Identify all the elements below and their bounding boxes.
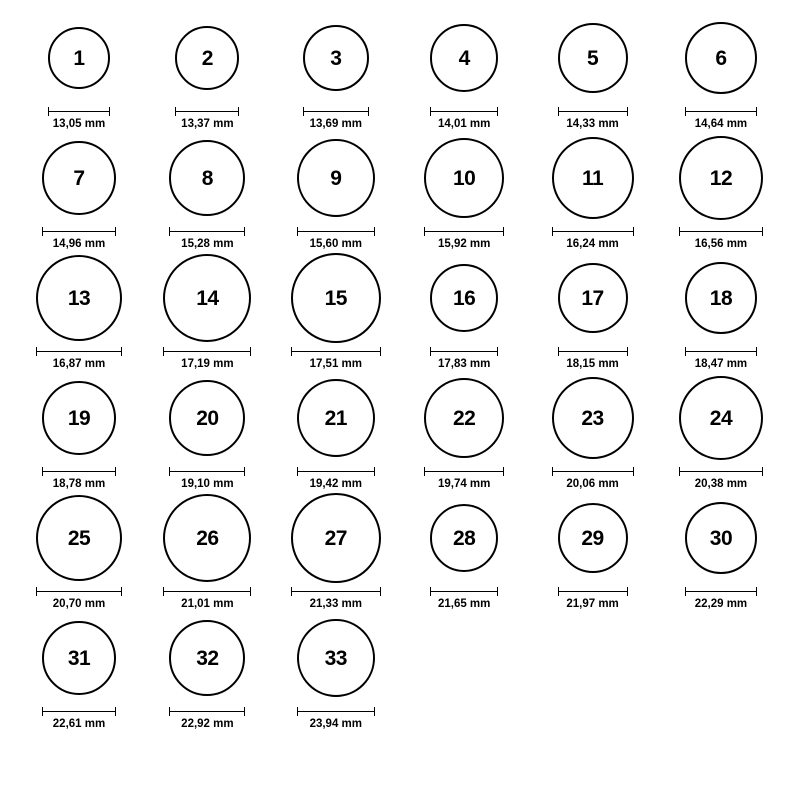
ring-measure	[558, 107, 628, 130]
ring-diameter-label: 21,97 mm	[566, 598, 619, 610]
ring-measure	[169, 227, 245, 250]
ring-size-cell[interactable]	[403, 10, 525, 130]
ring-measure	[430, 107, 498, 130]
measure-bar-icon	[552, 227, 634, 236]
measure-bar-icon	[558, 587, 628, 596]
measure-bar-icon	[169, 467, 245, 476]
ring-grid	[18, 10, 782, 730]
ring-diameter-label: 16,87 mm	[52, 358, 106, 370]
ring-circle-wrap	[685, 250, 757, 346]
ring-circle	[297, 379, 375, 457]
ring-number: 27	[324, 526, 347, 550]
ring-measure	[42, 707, 116, 730]
ring-measure	[685, 107, 757, 130]
ring-circle-wrap	[679, 130, 763, 226]
ring-size-cell[interactable]	[146, 610, 268, 730]
ring-circle	[679, 136, 763, 220]
ring-row	[18, 250, 782, 370]
ring-circle-wrap	[42, 370, 116, 466]
ring-diameter-label: 13,37 mm	[181, 118, 234, 130]
ring-size-cell[interactable]	[275, 490, 397, 610]
ring-size-cell[interactable]	[18, 130, 140, 250]
ring-row	[18, 370, 782, 490]
measure-bar-icon	[430, 587, 498, 596]
ring-circle-wrap	[552, 130, 634, 226]
measure-bar-icon	[36, 587, 122, 596]
ring-circle	[430, 24, 498, 92]
measure-bar-icon	[42, 467, 116, 476]
measure-bar-icon	[558, 107, 628, 116]
ring-size-cell[interactable]	[18, 610, 140, 730]
ring-diameter-label: 21,01 mm	[181, 598, 234, 610]
measure-bar-icon	[36, 347, 122, 356]
ring-circle	[558, 503, 628, 573]
measure-bar-icon	[48, 107, 110, 116]
ring-circle	[42, 621, 116, 695]
ring-number: 14	[196, 286, 219, 310]
ring-diameter-label: 18,47 mm	[694, 358, 748, 370]
ring-circle	[685, 22, 757, 94]
ring-circle-wrap	[685, 10, 757, 106]
ring-number: 32	[196, 646, 219, 670]
ring-number: 24	[709, 406, 733, 430]
ring-circle-wrap	[552, 370, 634, 466]
ring-circle	[163, 494, 251, 582]
ring-circle-wrap	[169, 130, 245, 226]
ring-circle-wrap	[430, 250, 498, 346]
ring-diameter-label: 19,42 mm	[309, 478, 362, 490]
ring-size-cell[interactable]	[275, 130, 397, 250]
ring-circle	[169, 140, 245, 216]
ring-number: 7	[73, 166, 85, 190]
ring-measure	[558, 587, 628, 610]
measure-bar-icon	[297, 707, 375, 716]
measure-bar-icon	[679, 227, 763, 236]
ring-measure	[169, 707, 245, 730]
ring-diameter-label: 17,83 mm	[437, 358, 491, 370]
ring-diameter-label: 14,33 mm	[566, 118, 619, 130]
ring-number: 18	[709, 286, 733, 310]
ring-diameter-label: 20,06 mm	[566, 478, 619, 490]
ring-row	[18, 490, 782, 610]
ring-circle	[175, 26, 239, 90]
ring-measure	[291, 587, 381, 610]
ring-number: 29	[581, 526, 604, 550]
ring-row	[18, 130, 782, 250]
measure-bar-icon	[685, 587, 757, 596]
measure-bar-icon	[169, 707, 245, 716]
ring-circle-wrap	[169, 370, 245, 466]
ring-size-cell[interactable]	[532, 490, 654, 610]
ring-circle-wrap	[558, 490, 628, 586]
ring-number: 31	[67, 646, 91, 670]
ring-size-cell[interactable]	[532, 130, 654, 250]
ring-diameter-label: 15,28 mm	[181, 238, 234, 250]
ring-measure	[685, 587, 757, 610]
ring-circle-wrap	[169, 610, 245, 706]
ring-circle	[552, 377, 634, 459]
ring-diameter-label: 19,74 mm	[437, 478, 491, 490]
measure-bar-icon	[169, 227, 245, 236]
ring-size-cell[interactable]	[660, 490, 782, 610]
measure-bar-icon	[552, 467, 634, 476]
ring-number: 2	[201, 46, 213, 70]
ring-size-cell[interactable]	[660, 370, 782, 490]
ring-circle	[679, 376, 763, 460]
ring-number: 10	[452, 166, 476, 190]
ring-measure	[685, 347, 757, 370]
ring-diameter-label: 23,94 mm	[309, 718, 362, 730]
ring-circle-wrap	[297, 610, 375, 706]
ring-diameter-label: 13,69 mm	[309, 118, 362, 130]
ring-number: 15	[324, 286, 347, 310]
ring-measure	[424, 227, 504, 250]
measure-bar-icon	[424, 227, 504, 236]
ring-circle	[163, 254, 251, 342]
ring-measure	[430, 347, 498, 370]
ring-circle-wrap	[303, 10, 369, 106]
measure-bar-icon	[430, 107, 498, 116]
ring-diameter-label: 14,01 mm	[437, 118, 491, 130]
ring-circle-wrap	[558, 250, 628, 346]
ring-diameter-label: 17,19 mm	[181, 358, 234, 370]
ring-diameter-label: 17,51 mm	[309, 358, 362, 370]
ring-circle-wrap	[297, 370, 375, 466]
measure-bar-icon	[291, 587, 381, 596]
ring-circle	[424, 138, 504, 218]
ring-diameter-label: 15,92 mm	[437, 238, 491, 250]
measure-bar-icon	[297, 227, 375, 236]
ring-diameter-label: 14,96 mm	[52, 238, 106, 250]
measure-bar-icon	[42, 227, 116, 236]
ring-circle-wrap	[36, 490, 122, 586]
ring-circle	[552, 137, 634, 219]
ring-circle-wrap	[685, 490, 757, 586]
ring-number: 20	[196, 406, 219, 430]
measure-bar-icon	[42, 707, 116, 716]
ring-circle-wrap	[291, 250, 381, 346]
ring-number: 26	[196, 526, 219, 550]
ring-measure	[169, 467, 245, 490]
ring-circle	[169, 620, 245, 696]
ring-size-cell[interactable]	[532, 250, 654, 370]
ring-size-cell[interactable]	[532, 10, 654, 130]
ring-number: 5	[586, 46, 599, 70]
ring-measure	[430, 587, 498, 610]
ring-circle-wrap	[679, 370, 763, 466]
ring-diameter-label: 21,33 mm	[309, 598, 362, 610]
ring-size-cell[interactable]	[532, 370, 654, 490]
measure-bar-icon	[175, 107, 239, 116]
ring-size-cell[interactable]	[403, 130, 525, 250]
ring-number: 19	[67, 406, 91, 430]
measure-bar-icon	[163, 587, 251, 596]
ring-diameter-label: 18,78 mm	[52, 478, 106, 490]
ring-size-cell[interactable]	[146, 370, 268, 490]
ring-row	[18, 10, 782, 130]
ring-size-cell[interactable]	[146, 130, 268, 250]
ring-circle	[558, 263, 628, 333]
ring-circle-wrap	[48, 10, 110, 106]
measure-bar-icon	[163, 347, 251, 356]
ring-diameter-label: 21,65 mm	[437, 598, 491, 610]
ring-number: 4	[458, 46, 470, 70]
ring-measure	[679, 227, 763, 250]
ring-number: 30	[709, 526, 733, 550]
ring-circle-wrap	[424, 130, 504, 226]
ring-diameter-label: 20,38 mm	[694, 478, 748, 490]
ring-number: 25	[67, 526, 91, 550]
ring-size-cell[interactable]	[18, 370, 140, 490]
measure-bar-icon	[430, 347, 498, 356]
ring-diameter-label: 22,61 mm	[52, 718, 106, 730]
ring-circle	[48, 27, 110, 89]
ring-measure	[679, 467, 763, 490]
ring-number: 6	[715, 46, 727, 70]
ring-measure	[36, 347, 122, 370]
ring-circle	[169, 380, 245, 456]
ring-number: 1	[73, 46, 85, 70]
ring-circle	[685, 502, 757, 574]
ring-circle	[291, 253, 381, 343]
ring-circle	[430, 264, 498, 332]
ring-diameter-label: 13,05 mm	[52, 118, 106, 130]
ring-number: 16	[452, 286, 476, 310]
ring-size-cell[interactable]	[403, 490, 525, 610]
ring-size-cell[interactable]	[18, 10, 140, 130]
measure-bar-icon	[291, 347, 381, 356]
ring-diameter-label: 18,15 mm	[566, 358, 619, 370]
ring-diameter-label: 22,29 mm	[694, 598, 748, 610]
ring-circle-wrap	[291, 490, 381, 586]
ring-size-cell[interactable]	[275, 610, 397, 730]
ring-measure	[552, 227, 634, 250]
ring-size-cell[interactable]	[146, 10, 268, 130]
ring-diameter-label: 14,64 mm	[694, 118, 748, 130]
ring-circle	[42, 381, 116, 455]
ring-row	[18, 610, 782, 730]
measure-bar-icon	[679, 467, 763, 476]
ring-size-cell[interactable]	[18, 490, 140, 610]
measure-bar-icon	[303, 107, 369, 116]
ring-circle	[36, 255, 122, 341]
ring-size-cell[interactable]	[660, 250, 782, 370]
ring-size-cell[interactable]	[275, 250, 397, 370]
measure-bar-icon	[424, 467, 504, 476]
ring-measure	[297, 467, 375, 490]
ring-size-cell[interactable]	[403, 370, 525, 490]
ring-number: 17	[581, 286, 604, 310]
ring-measure	[552, 467, 634, 490]
ring-size-cell[interactable]	[275, 370, 397, 490]
ring-measure	[48, 107, 110, 130]
ring-size-cell[interactable]	[275, 10, 397, 130]
ring-measure	[424, 467, 504, 490]
ring-number: 11	[581, 166, 604, 190]
ring-number: 28	[452, 526, 476, 550]
ring-number: 22	[452, 406, 476, 430]
ring-measure	[36, 587, 122, 610]
measure-bar-icon	[685, 107, 757, 116]
ring-measure	[175, 107, 239, 130]
ring-size-cell[interactable]	[18, 250, 140, 370]
ring-diameter-label: 22,92 mm	[181, 718, 234, 730]
measure-bar-icon	[685, 347, 757, 356]
ring-circle-wrap	[424, 370, 504, 466]
measure-bar-icon	[297, 467, 375, 476]
ring-diameter-label: 20,70 mm	[52, 598, 106, 610]
ring-number: 13	[67, 286, 91, 310]
ring-circle	[42, 141, 116, 215]
ring-circle	[297, 139, 375, 217]
ring-circle	[558, 23, 628, 93]
ring-circle-wrap	[297, 130, 375, 226]
ring-size-cell[interactable]	[146, 250, 268, 370]
ring-circle	[685, 262, 757, 334]
ring-circle-wrap	[430, 10, 498, 106]
ring-measure	[297, 227, 375, 250]
ring-measure	[558, 347, 628, 370]
ring-number: 3	[330, 46, 342, 70]
ring-circle	[430, 504, 498, 572]
ring-measure	[303, 107, 369, 130]
ring-number: 12	[709, 166, 733, 190]
ring-size-cell[interactable]	[403, 250, 525, 370]
ring-circle	[291, 493, 381, 583]
ring-circle	[424, 378, 504, 458]
ring-diameter-label: 15,60 mm	[309, 238, 362, 250]
ring-circle-wrap	[42, 130, 116, 226]
ring-circle	[297, 619, 375, 697]
ring-measure	[42, 227, 116, 250]
ring-circle-wrap	[163, 250, 251, 346]
ring-number: 33	[324, 646, 347, 670]
ring-circle-wrap	[430, 490, 498, 586]
ring-size-cell[interactable]	[660, 130, 782, 250]
ring-measure	[163, 587, 251, 610]
ring-number: 21	[324, 406, 347, 430]
ring-measure	[297, 707, 375, 730]
ring-diameter-label: 16,56 mm	[694, 238, 748, 250]
ring-circle-wrap	[163, 490, 251, 586]
ring-measure	[291, 347, 381, 370]
ring-circle	[303, 25, 369, 91]
ring-number: 23	[581, 406, 604, 430]
ring-diameter-label: 16,24 mm	[566, 238, 619, 250]
ring-number: 9	[330, 166, 342, 190]
ring-size-cell[interactable]	[660, 10, 782, 130]
ring-size-cell[interactable]	[146, 490, 268, 610]
ring-circle-wrap	[558, 10, 628, 106]
ring-circle-wrap	[36, 250, 122, 346]
ring-number: 8	[201, 166, 213, 190]
ring-diameter-label: 19,10 mm	[181, 478, 234, 490]
ring-circle-wrap	[175, 10, 239, 106]
measure-bar-icon	[558, 347, 628, 356]
ring-circle	[36, 495, 122, 581]
ring-circle-wrap	[42, 610, 116, 706]
ring-measure	[163, 347, 251, 370]
ring-measure	[42, 467, 116, 490]
